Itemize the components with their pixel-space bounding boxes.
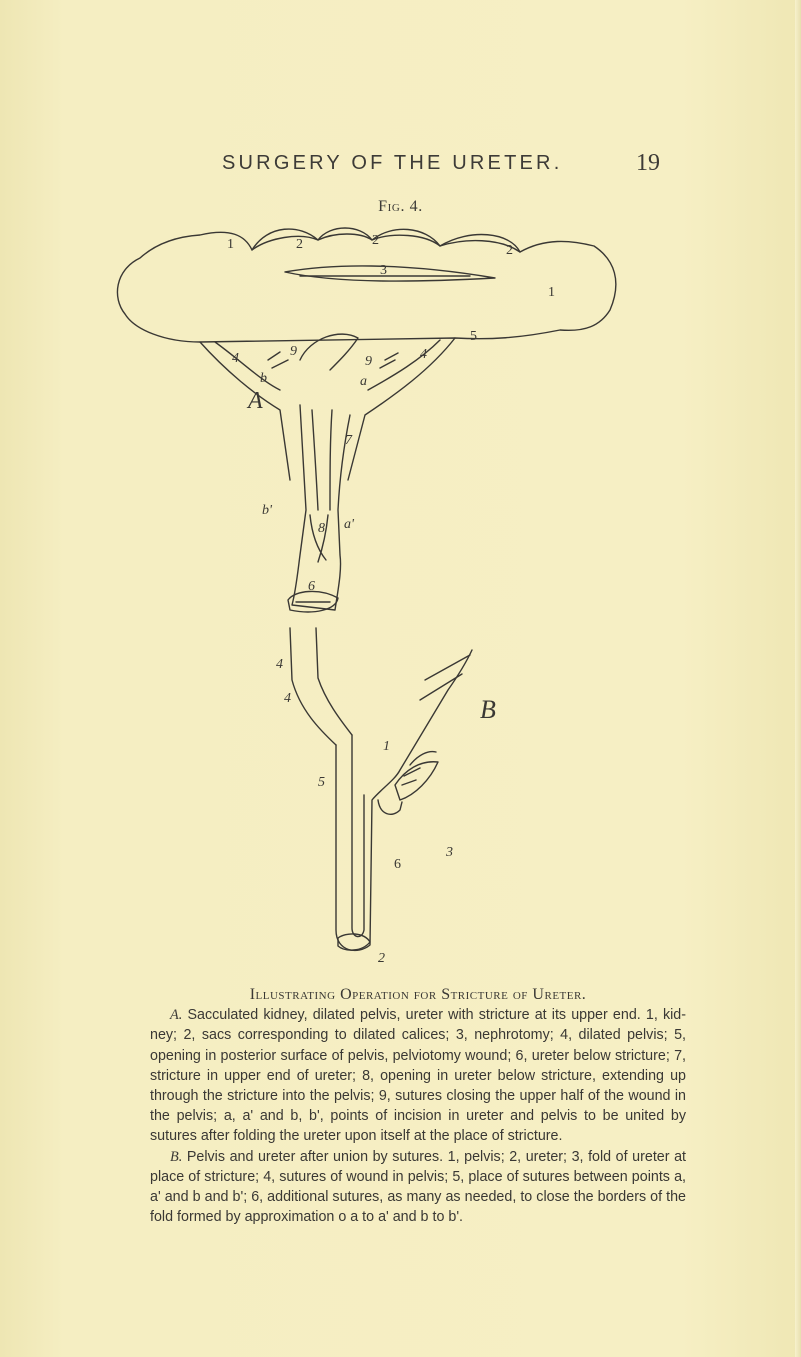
figure-illustration [0,210,801,980]
ureter-diagram [0,210,801,980]
ureter-a [292,405,350,610]
caption-text-b: Pelvis and ureter after union by sutures. 1, pelvis; 2, ureter; 3, fold of ureter at place of stricture; 4, sutures of wound in pelvis; 5, place of sutures between points [150,1148,686,1185]
label-b-6: 6 [394,857,401,872]
caption-title: Illustrating Operation for Stricture of Ureter. [249,986,587,1003]
caption-text-a: Sacculated kidney, dilated pelvis, ureter with stricture at its upper end. 1, kidney; 2, sacs corresponding to dilated calices; 3, nephrotomy; 4, dilated pelvis; 5, opening in posterior surface of pelvis, pelviotomy wound; 6, ureter below stricture; 7, stricture in upper end of ureter; 8, opening in ureter below stricture, extending up through the stricture into the pelvis; 9, sutures closing the upper half of the wound in the pelvis; [150,1007,686,1125]
pelvis-b [290,628,352,745]
label-b-3: 3 [446,845,453,860]
nephrotomy-line [285,266,495,281]
panel-letter-b: B [480,695,496,724]
label-a-2: 2 [296,237,303,252]
label-a-2c: 2 [506,243,513,258]
panel-letter-a: A [248,388,263,414]
label-a-7: 7 [345,433,352,448]
label-a-b: b [260,371,267,386]
running-title: SURGERY OF THE URETER. [222,152,563,174]
caption-paragraph-a [150,1005,686,1146]
label-b-4b: 4 [284,691,291,706]
label-a-5: 5 [470,329,477,344]
figure-caption [150,985,686,1227]
kidney-outline [117,228,615,342]
label-a-2b: 2 [372,233,379,248]
page-header [0,152,801,182]
label-a-9b: 9 [365,354,372,369]
label-a-1: 1 [227,237,234,252]
caption-letter-a: A. [170,1007,183,1024]
label-a-4b: 4 [420,347,427,362]
caption-paragraph-b [150,1147,686,1228]
label-b-5: 5 [318,775,325,790]
label-a-a-prime: a' [344,517,354,532]
label-a-4: 4 [232,351,239,366]
figure-label: Fig. 4. [378,198,423,215]
page-number: 19 [636,150,660,176]
label-a-8: 8 [318,521,325,536]
label-a-6: 6 [308,579,315,594]
label-a-a: a [360,374,367,389]
caption-tail-a: a, a' and b, b', points of incision in ureter and pelvis to be united by sutures after folding the ureter upon itself at the place of stricture. [150,1108,686,1145]
label-a-1b: 1 [548,285,555,300]
caption-tail-b: a, a' and b and b'; 6, additional sutures, as many as needed, to close the borders of the fold formed by approximation o a to a' and b to b'. [150,1168,686,1226]
label-b-4: 4 [276,657,283,672]
label-a-b-prime: b' [262,503,272,518]
calyx-sacs [252,234,520,252]
caption-letter-b: B. [170,1148,183,1165]
ureter-b [336,650,472,950]
label-a-3: 3 [380,263,387,278]
label-a-9: 9 [290,344,297,359]
label-b-2: 2 [378,951,385,966]
label-b-1: 1 [383,739,390,754]
